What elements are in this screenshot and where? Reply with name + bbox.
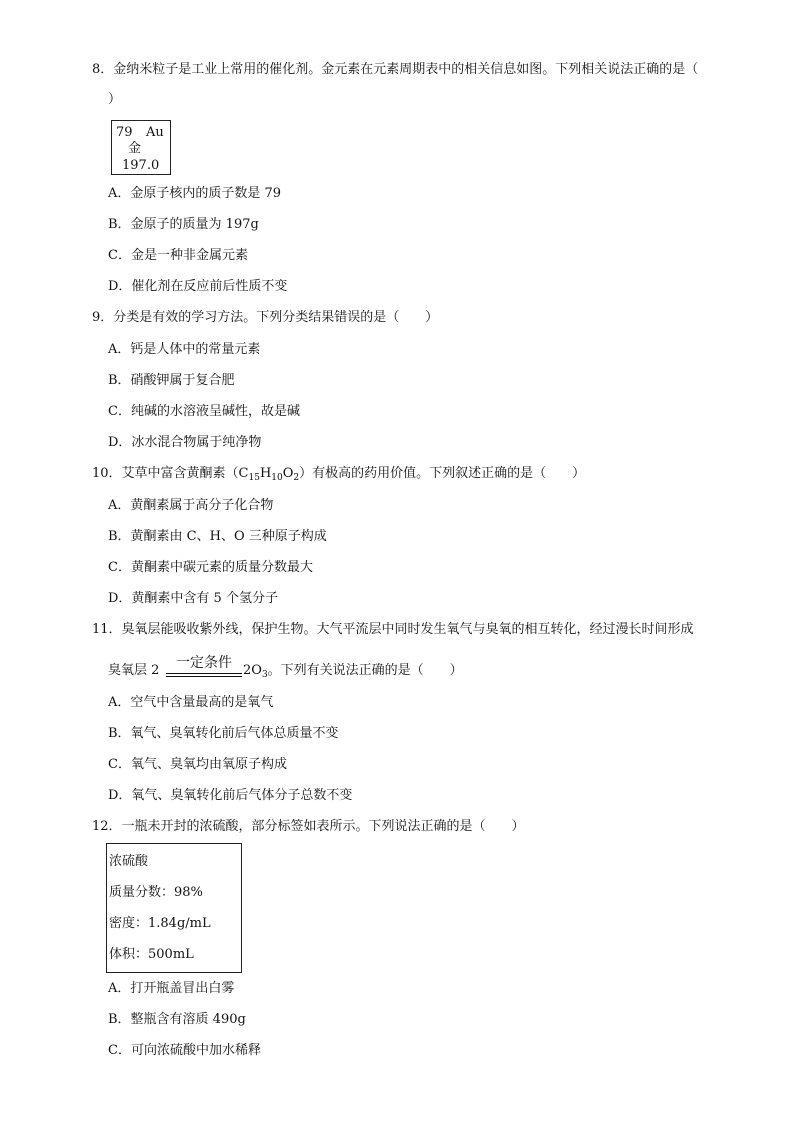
q11-stem-end: 。下列有关说法正确的是（ ） [267, 663, 463, 678]
q11-option-b: B．氧气、臭氧转化前后气体总质量不变 [108, 726, 339, 741]
ozone-formula: 2O [243, 663, 262, 678]
q10-stem-part: 10．艾草中富含黄酮素（C [92, 466, 249, 481]
q9-option-d: D．冰水混合物属于纯净物 [108, 435, 262, 450]
q8-option-b: B．金原子的质量为 197g [108, 217, 259, 232]
q9-option-b: B．硝酸钾属于复合肥 [108, 373, 235, 388]
q12-option-b: B．整瓶含有溶质 490g [108, 1012, 246, 1027]
q11-equation-right [243, 663, 463, 683]
label-line-density: 密度：1.84g/mL [109, 916, 211, 931]
q11-equation-left: 臭氧层 2 [108, 663, 160, 678]
q10-option-c: C．黄酮素中碳元素的质量分数最大 [108, 560, 313, 575]
q10-subscript: 2 [293, 473, 300, 483]
q12-option-c: C．可向浓硫酸中加水稀释 [108, 1043, 261, 1058]
q8-stem-close: ） [108, 92, 122, 107]
q10-subscript: 15 [248, 473, 260, 483]
acid-label-table [106, 843, 242, 973]
ozone-subscript: 3 [261, 670, 268, 680]
q9-option-a: A．钙是人体中的常量元素 [108, 342, 261, 357]
q10-option-d: D．黄酮素中含有 5 个氢分子 [108, 591, 278, 606]
element-card-gold [111, 120, 171, 175]
reaction-condition: 一定条件 [176, 655, 232, 671]
q10-subscript: 10 [271, 473, 283, 483]
q8-option-c: C．金是一种非金属元素 [108, 248, 248, 263]
q11-option-a: A．空气中含量最高的是氧气 [108, 695, 274, 710]
label-line-name: 浓硫酸 [109, 854, 149, 869]
q12-option-a: A．打开瓶盖冒出白雾 [108, 981, 235, 996]
q11-option-c: C．氧气、臭氧均由氧原子构成 [108, 757, 287, 772]
element-name: 金 [128, 141, 142, 156]
q8-option-d: D．催化剂在反应前后性质不变 [108, 279, 288, 294]
label-line-volume: 体积：500mL [109, 947, 194, 962]
q11-option-d: D．氧气、臭氧转化前后气体分子总数不变 [108, 788, 353, 803]
atomic-number: 79 [116, 125, 133, 140]
q10-option-a: A．黄酮素属于高分子化合物 [108, 498, 274, 513]
q10-stem-part: H [259, 466, 272, 481]
q10-stem [92, 466, 585, 486]
q8-option-a: A．金原子核内的质子数是 79 [108, 186, 282, 201]
atomic-mass: 197.0 [122, 158, 160, 173]
equals-line-top [166, 673, 242, 674]
q9-stem: 9．分类是有效的学习方法。下列分类结果错误的是（ ） [92, 310, 439, 325]
q8-stem: 8．金纳米粒子是工业上常用的催化剂。金元素在元素周期表中的相关信息如图。下列相关说法正确的是（ [92, 62, 699, 77]
q12-stem: 12．一瓶未开封的浓硫酸，部分标签如表所示。下列说法正确的是（ ） [92, 819, 525, 834]
label-line-concentration: 质量分数：98% [109, 885, 203, 900]
q9-option-c: C．纯碱的水溶液呈碱性，故是碱 [108, 404, 300, 419]
q11-stem: 11．臭氧层能吸收紫外线，保护生物。大气平流层中同时发生氧气与臭氧的相互转化，经过漫长时间形成 [92, 622, 694, 637]
element-symbol: Au [146, 125, 164, 140]
q10-stem-part: O [282, 466, 294, 481]
q10-option-b: B．黄酮素由 C、H、O 三种原子构成 [108, 529, 327, 544]
q10-stem-part: ）有极高的药用价值。下列叙述正确的是（ ） [299, 466, 586, 481]
equals-line-bottom [166, 676, 242, 677]
